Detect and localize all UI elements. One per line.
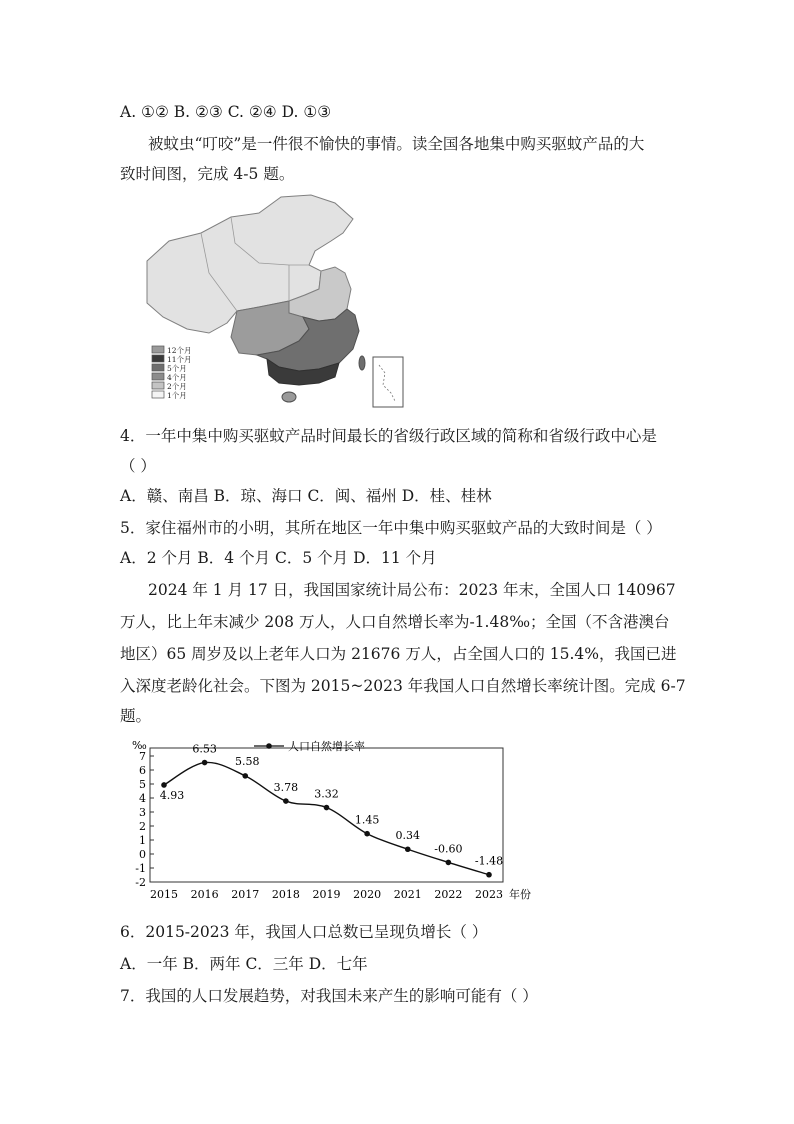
y-tick-label: 1 (139, 834, 146, 847)
q3-options: A. ①② B. ②③ C. ②④ D. ①③ (120, 103, 332, 121)
x-tick-label: 2022 (434, 888, 463, 901)
q4-options: A．赣、南昌 B．琼、海口 C．闽、福州 D．桂、桂林 (120, 487, 492, 505)
data-label: 5.58 (235, 754, 260, 768)
intro-text-line-2: 致时间图，完成 4-5 题。 (120, 165, 295, 183)
x-tick-label: 2018 (271, 888, 300, 901)
data-point (364, 831, 370, 837)
data-label: 0.34 (395, 829, 420, 843)
y-tick-label: 2 (139, 820, 146, 833)
y-tick-label: 6 (139, 764, 146, 777)
data-label: 3.78 (273, 781, 299, 795)
data-point (405, 846, 411, 852)
map-legend-label: 4个月 (167, 373, 187, 382)
data-point (161, 782, 167, 788)
map-legend-swatch (152, 364, 164, 371)
x-tick-label: 2017 (231, 888, 260, 901)
q6-question: 6．2015-2023 年，我国人口总数已呈现负增长（ ） (120, 923, 488, 941)
map-legend-label: 5个月 (167, 364, 187, 373)
intro-text-line-1: 被蚊虫“叮咬”是一件很不愉快的事情。读全国各地集中购买驱蚊产品的大 (148, 135, 645, 153)
data-label: -1.48 (474, 854, 504, 868)
south-china-sea-inset (373, 357, 403, 407)
population-growth-chart (118, 736, 538, 908)
map-region-taiwan (359, 356, 365, 370)
data-point (283, 798, 289, 804)
map-legend-label: 2个月 (167, 382, 187, 391)
map-legend-label: 12个月 (167, 346, 192, 355)
x-tick-label: 2019 (312, 888, 341, 901)
para2-line-5: 题。 (120, 707, 152, 725)
q4-line-1: 4．一年中集中购买驱蚊产品时间最长的省级行政区域的简称和省级行政中心是 (120, 427, 657, 445)
q5-question: 5．家住福州市的小明，其所在地区一年中集中购买驱蚊产品的大致时间是（ ） (120, 519, 662, 537)
map-legend-swatch (152, 373, 164, 380)
data-label: -0.60 (434, 842, 463, 856)
data-point (242, 773, 248, 779)
para2-line-1: 2024 年 1 月 17 日，我国国家统计局公布：2023 年末，全国人口 140967 (148, 581, 676, 599)
y-tick-label: 5 (139, 778, 146, 791)
y-tick-label: 0 (139, 848, 146, 861)
x-tick-label: 2020 (353, 888, 382, 901)
map-legend-label: 1个月 (167, 391, 187, 400)
y-tick-label: 3 (139, 806, 146, 819)
map-region-hainan (282, 392, 296, 402)
legend-label: 人口自然增长率 (288, 740, 365, 753)
para2-line-3: 地区）65 周岁及以上老年人口为 21676 万人，占全国人口的 15.4%，我国已进 (120, 645, 677, 663)
map-legend-swatch (152, 355, 164, 362)
x-tick-label: 2021 (393, 888, 422, 901)
y-tick-label: 4 (139, 792, 146, 805)
q7-question: 7．我国的人口发展趋势，对我国未来产生的影响可能有（ ） (120, 987, 538, 1005)
y-tick-label: 7 (139, 750, 146, 763)
y-unit-label: ‰ (132, 739, 147, 752)
x-unit-label: 年份 (509, 888, 531, 901)
map-legend-label: 11个月 (167, 355, 192, 364)
y-tick-label: -1 (135, 862, 146, 875)
data-label: 6.53 (192, 742, 217, 756)
data-label: 4.93 (159, 788, 185, 802)
q4-line-2: （ ） (120, 457, 156, 475)
x-tick-label: 2016 (190, 888, 219, 901)
data-label: 3.32 (314, 787, 339, 801)
data-point (324, 805, 330, 811)
map-legend-swatch (152, 391, 164, 398)
q6-options: A．一年 B．两年 C．三年 D．七年 (120, 955, 368, 973)
data-label: 1.45 (354, 813, 380, 827)
y-tick-label: -2 (135, 876, 146, 889)
data-point (446, 860, 452, 866)
map-legend (152, 345, 192, 400)
china-mosquito-map (139, 193, 407, 411)
map-legend-swatch (152, 346, 164, 353)
q5-options: A．2 个月 B．4 个月 C．5 个月 D．11 个月 (120, 549, 437, 567)
legend-marker (266, 743, 272, 749)
data-point (486, 872, 492, 878)
data-point (202, 760, 208, 766)
para2-line-2: 万人，比上年末减少 208 万人，人口自然增长率为-1.48‰；全国（不含港澳台 (120, 613, 670, 631)
map-legend-swatch (152, 382, 164, 389)
para2-line-4: 入深度老龄化社会。下图为 2015~2023 年我国人口自然增长率统计图。完成 6-7 (120, 677, 686, 695)
x-tick-label: 2015 (150, 888, 178, 901)
x-tick-label: 2023 (475, 888, 503, 901)
